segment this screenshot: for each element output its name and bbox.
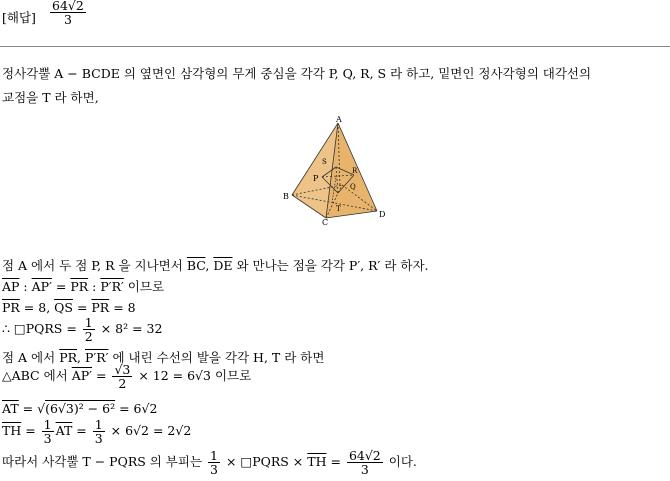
- step-8: $\overline{TH}$ = $\frac{1}{3}$ $\overline{AT}$ = $\frac{1}{3}$ × 6√2 = 2√2: [2, 417, 192, 447]
- divider: [0, 46, 670, 47]
- step-7: $\overline{AT} = √(6√3)^2 - 6^2 = 6√2$: [2, 401, 158, 416]
- label-T: T: [336, 205, 341, 213]
- label-P: P: [313, 174, 319, 183]
- intro-line-2: 교점을 T 라 하면,: [2, 90, 99, 105]
- step-1: 점 A 에서 두 점 P, R 을 지나면서 $\overline{BC}$, $\overline{DE}$ 와 만나는 점을 각각 P′, R′ 라 하자.: [2, 258, 429, 273]
- label-S: S: [322, 158, 327, 166]
- step-3: $\overline{PR} = 8$, $\overline{QS} = \overline{PR} = 8$: [2, 300, 136, 315]
- label-Q: Q: [350, 183, 356, 191]
- label-R: R: [352, 167, 358, 175]
- label-C: C: [322, 218, 329, 225]
- step-9: 따라서 사각뿔 T − PQRS 의 부피는 $\frac{1}{3}$ × □PQRS × $\overline{TH}$ = $\frac{64√2}{3}$ 이다.: [2, 448, 417, 478]
- label-D: D: [379, 210, 386, 219]
- pyramid-figure: [280, 115, 390, 225]
- intro-line-1: 정사각뿔 A − BCDE 의 옆면인 삼각형의 무게 중심을 각각 P, Q, R, S 라 하고, 밑면인 정사각형의 대각선의: [2, 66, 592, 81]
- label-B: B: [283, 192, 289, 201]
- step-2: $\overline{AP}$ : $AP' = \overline{PR}$ : P′R′ 이므로: [2, 279, 165, 294]
- step-6: △ABC 에서 AP′ = $\frac{√3}{2}$ × 12 = 6√3 이므로: [2, 362, 252, 392]
- answer-label: [해답]: [2, 10, 36, 25]
- step-5: 점 A 에서 $\overline{PR}$, P′R′ 에 내린 수선의 발을 각각 H, T 라 하면: [2, 350, 325, 365]
- step-4: ∴ □PQRS = $\frac{1}{2}$ × 8² = 32: [2, 315, 163, 345]
- label-A: A: [336, 115, 342, 124]
- answer-value: $\frac{64√2}{3}$: [52, 0, 84, 28]
